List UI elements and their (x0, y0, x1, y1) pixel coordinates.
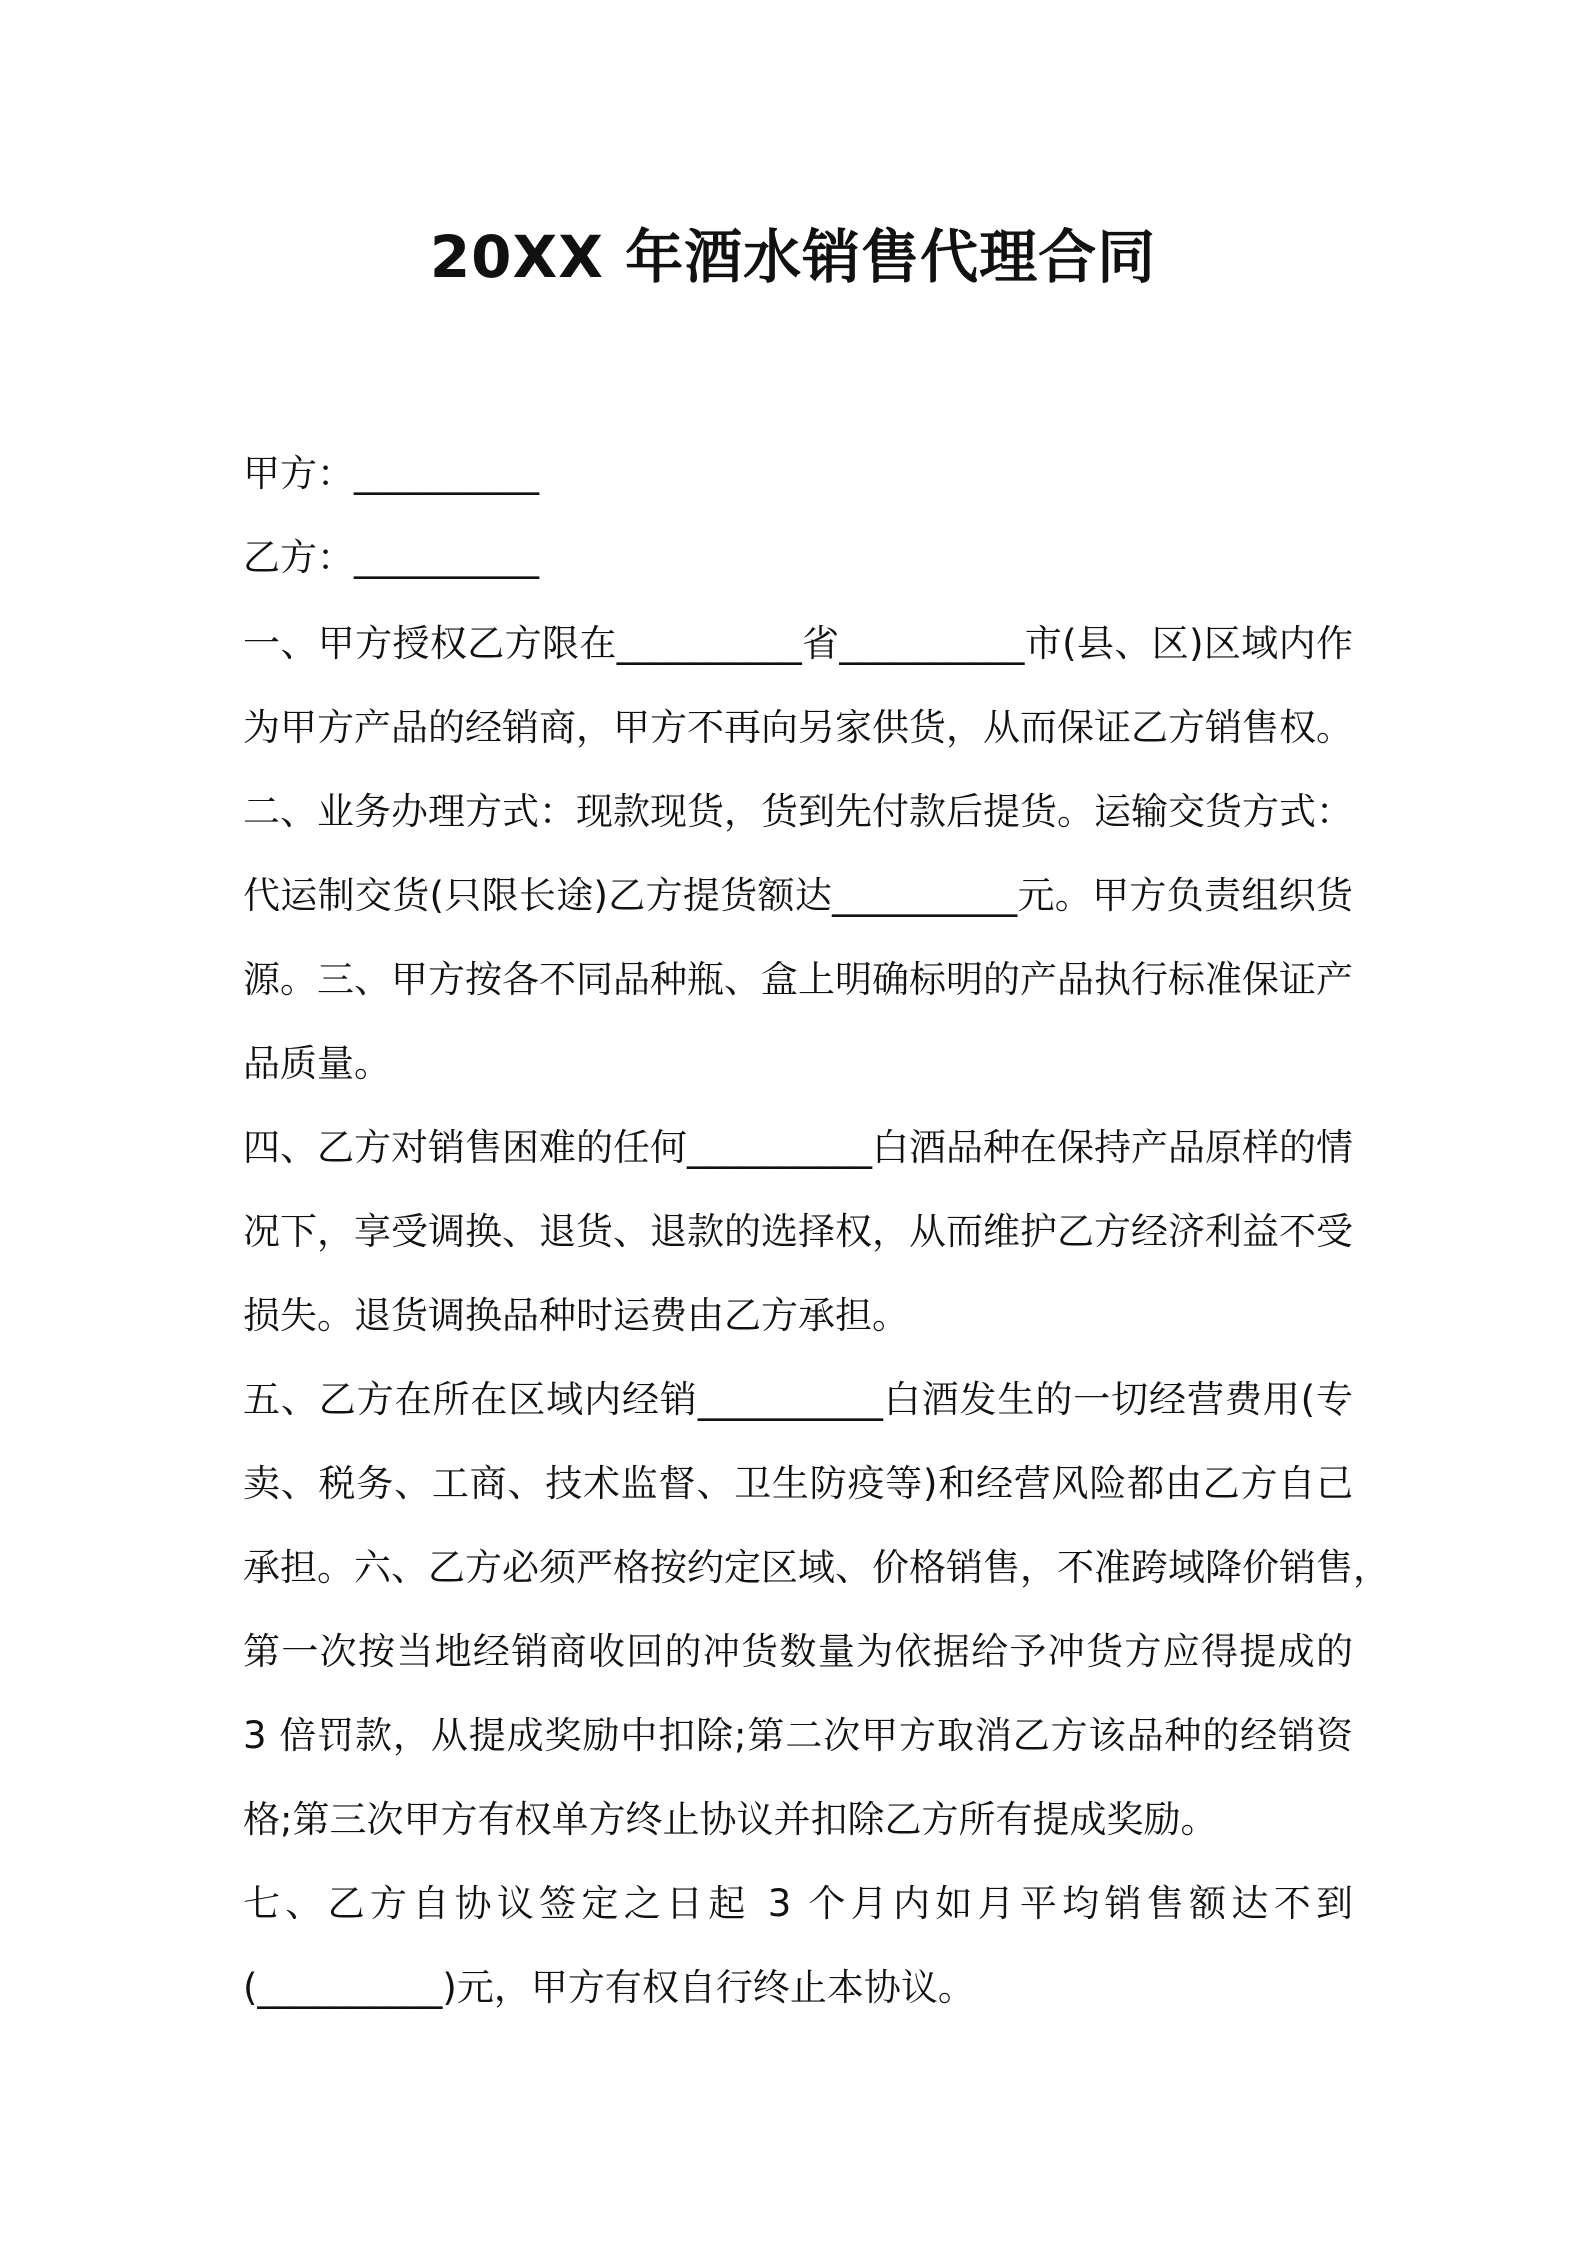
clause-7-line-2: (__________)元，甲方有权自行终止本协议。 (243, 1966, 975, 2009)
contract-body (243, 602, 1390, 2030)
clause-1-line-1: 一、甲方授权乙方限在__________省__________市(县、区)区域内作 (243, 622, 1353, 665)
clause-6-line-4: 格;第三次甲方有权单方终止协议并扣除乙方所有提成奖励。 (243, 1798, 1218, 1841)
clause-5-line-2: 卖、税务、工商、技术监督、卫生防疫等)和经营风险都由乙方自己 (243, 1462, 1353, 1505)
clause-2-line-2: 代运制交货(只限长途)乙方提货额达__________元。甲方负责组织货 (243, 874, 1353, 917)
party-a-line: 甲方：__________ (243, 452, 539, 495)
clause-4-line-1: 四、乙方对销售困难的任何__________白酒品种在保持产品原样的情 (243, 1126, 1353, 1169)
clause-6-line-3: 3 倍罚款，从提成奖励中扣除;第二次甲方取消乙方该品种的经销资 (243, 1714, 1353, 1757)
clause-1-line-2: 为甲方产品的经销商，甲方不再向另家供货，从而保证乙方销售权。 (243, 706, 1353, 749)
clause-3-line-1: 源。三、甲方按各不同品种瓶、盒上明确标明的产品执行标准保证产 (243, 958, 1353, 1001)
clause-7-line-1: 七、乙方自协议签定之日起 3 个月内如月平均销售额达不到 (243, 1882, 1353, 1925)
clause-6-line-2: 第一次按当地经销商收回的冲货数量为依据给予冲货方应得提成的 (243, 1630, 1353, 1673)
party-b-line: 乙方：__________ (243, 536, 539, 579)
clause-5-line-1: 五、乙方在所在区域内经销__________白酒发生的一切经营费用(专 (243, 1378, 1353, 1421)
clause-4-line-3: 损失。退货调换品种时运费由乙方承担。 (243, 1294, 909, 1337)
clause-6-line-1: 承担。六、乙方必须严格按约定区域、价格销售，不准跨域降价销售， (243, 1546, 1390, 1589)
clause-4-line-2: 况下，享受调换、退货、退款的选择权，从而维护乙方经济利益不受 (243, 1210, 1353, 1253)
clause-3-line-2: 品质量。 (243, 1042, 391, 1085)
document-title: 20XX 年酒水销售代理合同 (429, 223, 1157, 291)
clause-2-line-1: 二、业务办理方式：现款现货，货到先付款后提货。运输交货方式： (243, 790, 1353, 833)
